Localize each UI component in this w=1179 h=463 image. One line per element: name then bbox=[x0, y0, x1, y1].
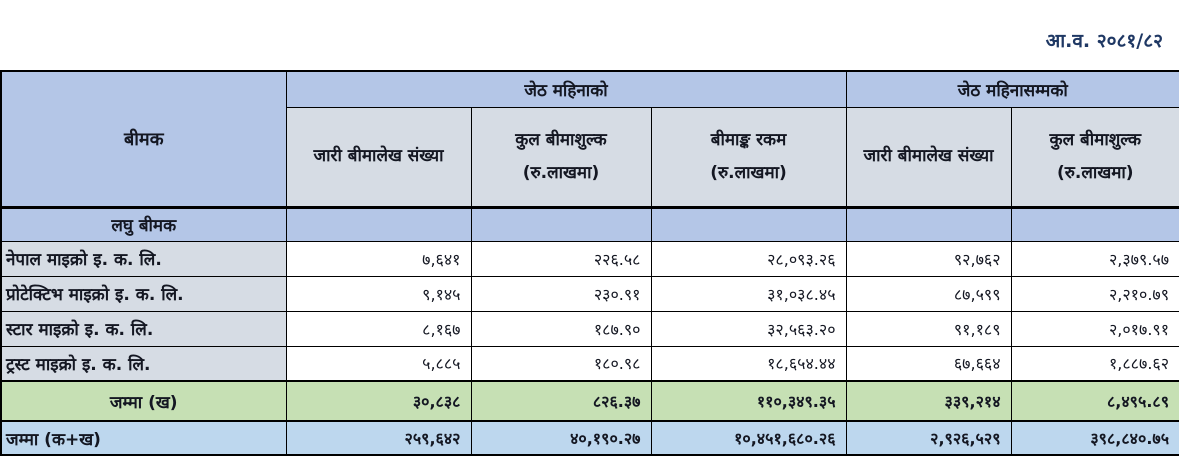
section-label: लघु बीमक bbox=[1, 207, 286, 241]
total-premium-cumulative: २,२१०.७९ bbox=[1011, 276, 1179, 311]
policies-issued-cumulative: ९२,७६२ bbox=[846, 241, 1011, 276]
insurer-name: स्टार माइक्रो इ. क. लि. bbox=[1, 311, 286, 346]
micro-insurer-report-table bbox=[0, 70, 1179, 456]
grand-total-total-premium-month: ४०,१९०.२७ bbox=[471, 421, 651, 455]
total-premium-month: २२६.५८ bbox=[471, 241, 651, 276]
subtotal-total-premium-cumulative: ८,४९५.८९ bbox=[1011, 381, 1179, 421]
subtotal-sum-insured-month: ११०,३४९.३५ bbox=[651, 381, 846, 421]
insurer-name: नेपाल माइक्रो इ. क. लि. bbox=[1, 241, 286, 276]
policies-issued-month: ७,६४१ bbox=[286, 241, 471, 276]
subtotal-total-premium-month: ८२६.३७ bbox=[471, 381, 651, 421]
sub-header-line2: (रु.लाखमा) bbox=[522, 162, 600, 183]
table-row-nepal-micro bbox=[1, 241, 1179, 276]
sub-header-line1: जारी बीमालेख संख्या bbox=[863, 146, 994, 167]
grand-total-total-premium-cumulative: ३९८,८४०.७५ bbox=[1011, 421, 1179, 455]
insurer-name: प्रोटेक्टिभ माइक्रो इ. क. लि. bbox=[1, 276, 286, 311]
section-empty-cell bbox=[1011, 207, 1179, 241]
column-header-insurer: बीमक bbox=[1, 71, 286, 207]
total-premium-cumulative: १,८८७.६२ bbox=[1011, 346, 1179, 381]
policies-issued-month: ८,१६७ bbox=[286, 311, 471, 346]
fiscal-year-label: आ.व. २०८१/८२ bbox=[1045, 30, 1163, 52]
insurer-name: ट्रस्ट माइक्रो इ. क. लि. bbox=[1, 346, 286, 381]
grand-total-policies-issued-month: २५९,६४२ bbox=[286, 421, 471, 455]
total-premium-month: १८७.९० bbox=[471, 311, 651, 346]
sub-header-line1: जारी बीमालेख संख्या bbox=[313, 146, 444, 167]
section-empty-cell bbox=[286, 207, 471, 241]
column-group-jeth-month: जेठ महिनाको bbox=[286, 71, 846, 107]
grand-total-row bbox=[1, 421, 1179, 455]
column-header-policies-issued-cumulative bbox=[846, 107, 1011, 207]
section-row-micro-insurers bbox=[1, 207, 1179, 241]
total-premium-cumulative: २,०१७.९१ bbox=[1011, 311, 1179, 346]
total-premium-month: २३०.९१ bbox=[471, 276, 651, 311]
sum-insured-month: १८,६५४.४४ bbox=[651, 346, 846, 381]
sub-header-line2: (रु.लाखमा) bbox=[710, 162, 787, 183]
sum-insured-month: ३१,०३८.४५ bbox=[651, 276, 846, 311]
sub-header-line1: कुल बीमाशुल्क bbox=[1049, 130, 1142, 151]
sum-insured-month: ३२,५६३.२० bbox=[651, 311, 846, 346]
table-row-protective-micro bbox=[1, 276, 1179, 311]
sub-header-line1: बीमाङ्क रकम bbox=[710, 130, 787, 151]
sub-header-line1: कुल बीमाशुल्क bbox=[515, 130, 607, 151]
subtotal-row bbox=[1, 381, 1179, 421]
subtotal-policies-issued-cumulative: ३३९,२१४ bbox=[846, 381, 1011, 421]
group-header-row bbox=[1, 71, 1179, 107]
section-empty-cell bbox=[846, 207, 1011, 241]
policies-issued-cumulative: ६७,६६४ bbox=[846, 346, 1011, 381]
column-header-total-premium-month bbox=[471, 107, 651, 207]
column-header-total-premium-cumulative bbox=[1011, 107, 1179, 207]
subtotal-policies-issued-month: ३०,८३८ bbox=[286, 381, 471, 421]
section-empty-cell bbox=[651, 207, 846, 241]
grand-total-label: जम्मा (क+ख) bbox=[1, 421, 286, 455]
policies-issued-cumulative: ९१,१८९ bbox=[846, 311, 1011, 346]
grand-total-policies-issued-cumulative: २,९२६,५२९ bbox=[846, 421, 1011, 455]
grand-total-sum-insured-month: १०,४५१,६८०.२६ bbox=[651, 421, 846, 455]
sum-insured-month: २८,०९३.२६ bbox=[651, 241, 846, 276]
policies-issued-month: ९,१४५ bbox=[286, 276, 471, 311]
policies-issued-month: ५,८८५ bbox=[286, 346, 471, 381]
sub-header-line2: (रु.लाखमा) bbox=[1057, 162, 1134, 183]
total-premium-month: १८०.९८ bbox=[471, 346, 651, 381]
policies-issued-cumulative: ८७,५९९ bbox=[846, 276, 1011, 311]
subtotal-label: जम्मा (ख) bbox=[1, 381, 286, 421]
table-row-star-micro bbox=[1, 311, 1179, 346]
section-empty-cell bbox=[471, 207, 651, 241]
table-row-trust-micro bbox=[1, 346, 1179, 381]
total-premium-cumulative: २,३७९.५७ bbox=[1011, 241, 1179, 276]
column-group-jeth-cumulative: जेठ महिनासम्मको bbox=[846, 71, 1179, 107]
column-header-policies-issued-month bbox=[286, 107, 471, 207]
column-header-sum-insured-month bbox=[651, 107, 846, 207]
